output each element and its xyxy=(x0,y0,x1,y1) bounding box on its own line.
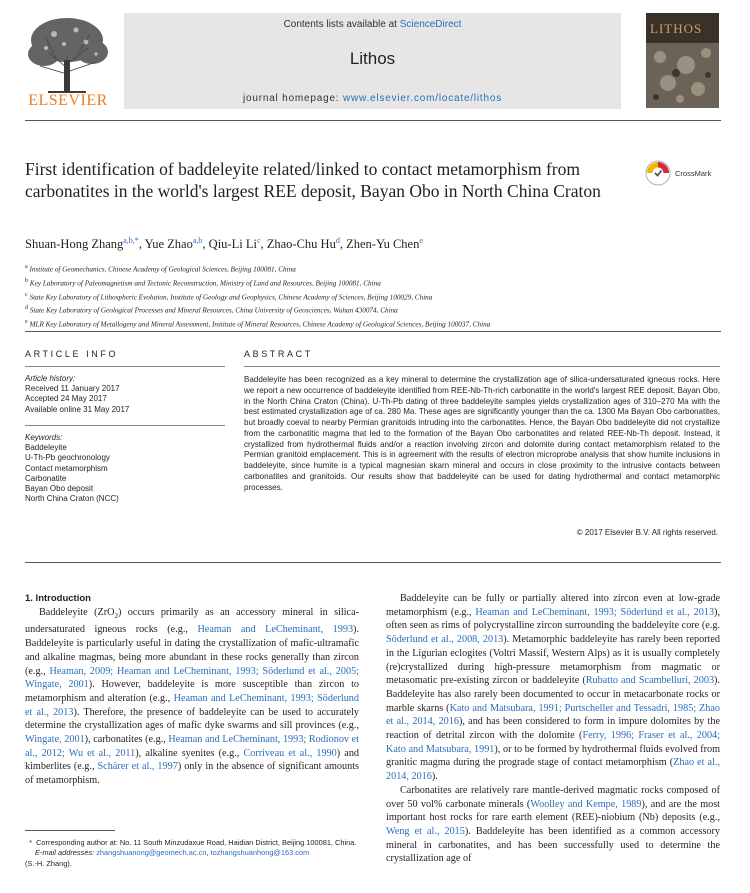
abstract-divider xyxy=(244,366,720,367)
chemical-subscript: 2 xyxy=(114,611,118,620)
cover-title: LITHOS xyxy=(650,21,703,36)
abstract-heading: ABSTRACT xyxy=(244,349,313,359)
author-affiliation-marker[interactable]: e xyxy=(419,236,423,245)
author-affiliation-marker[interactable]: a,b,* xyxy=(123,236,139,245)
affiliation-key: b xyxy=(25,277,28,284)
journal-name: Lithos xyxy=(349,49,396,68)
keyword-item: Contact metamorphism xyxy=(25,463,108,473)
author-name[interactable]: Zhao-Chu Hu xyxy=(266,237,336,252)
citation-link[interactable]: Söderlund et al., 2008, 2013 xyxy=(386,634,504,646)
journal-homepage-link[interactable]: www.elsevier.com/locate/lithos xyxy=(342,93,503,104)
author-name[interactable]: Zhen-Yu Chen xyxy=(346,237,420,252)
citation-link[interactable]: Woolley and Kempe, 1989 xyxy=(530,798,642,810)
accepted-date: Accepted 24 May 2017 xyxy=(25,394,107,404)
citation-link[interactable]: Weng et al., 2015 xyxy=(386,825,465,837)
citation-link[interactable]: Heaman, 2009; Heaman and LeCheminant, 1993; Söderlund et al., 2005; Wingate, 2001 xyxy=(25,665,359,691)
keyword-item: U-Th-Pb geochronology xyxy=(25,453,110,463)
affiliation-text: Institute of Geomechanics, Chinese Academy of Geological Sciences, Beijing 100081, China xyxy=(27,265,296,274)
author-name[interactable]: Qiu-Li Li xyxy=(208,237,257,252)
citation-link[interactable]: Corriveau et al., 1990 xyxy=(243,747,337,759)
footnote-divider xyxy=(25,830,115,831)
citation-link[interactable]: Heaman and LeCheminant, 1993; Rodionov et al., 2012; Wu et al., 2011 xyxy=(25,734,359,759)
author-initials: (S.-H. Zhang). xyxy=(25,858,72,868)
affiliation-text: MLR Key Laboratory of Metallogeny and Mineral Assessment, Institute of Mineral Resources, Chinese Academy of Geological Sciences, Beijing 100037, China xyxy=(27,320,491,329)
affiliation-key: c xyxy=(25,291,28,298)
citation-link[interactable]: Heaman and LeCheminant, 1993; Söderlund et al., 2013 xyxy=(25,692,359,718)
citation-link[interactable]: Heaman and LeCheminant, 1993 xyxy=(197,624,354,636)
body-column-left xyxy=(25,592,359,788)
received-date: Received 11 January 2017 xyxy=(25,384,120,394)
publisher-logo[interactable] xyxy=(18,8,116,112)
author-affiliation-marker[interactable]: a,b xyxy=(192,236,203,245)
header-divider xyxy=(25,120,721,121)
article-title: First identification of baddeleyite related/linked to contact metamorphism from carbonatites in the world's largest REE deposit, Bayan Obo in North China Craton xyxy=(25,159,601,201)
corresponding-author-footnote: * Corresponding author at: No. 11 South Minzudaxue Road, Haidian District, Beijing 100081, China. E-mail addresses: zhangshuanong@geomech.ac.cn, tozhangshuanhong@163.com (S.-H. Zhang). xyxy=(25,838,359,869)
abstract-bottom-divider xyxy=(25,562,721,563)
affiliation-item xyxy=(25,303,725,317)
journal-header-band xyxy=(124,13,621,109)
body-paragraph: Baddeleyite (ZrO$_2$) occurs primarily as an accessory mineral in silica-undersaturated igneous rocks (e.g., Heaman and LeCheminant, 1993). Baddeleyite is particularly useful in dating the crystallization of mafic-ultramafic and alkaline magmas, being more abundant in these rocks generally than zircon (e.g., Heaman, 2009; Heaman and LeCheminant, 1993; Söderlund et al., 2005; Wingate, 2001). However, baddeleyite is more susceptible than zircon to metamorphism and alteration (e.g., Heaman and LeCheminant, 1993; Söderlund et al., 2013). Therefore, the presence of baddeleyite can be used to accurately determine the crystallization ages of mafic dyke swarms and sill provinces (e.g., Wingate, 2001), carbonatites (e.g., Heaman and LeCheminant, 1993; Rodionov et al., 2012; Wu et al., 2011), alkaline syenites (e.g., Corriveau et al., 1990) and kimberlites (e.g., Schärer et al., 1997) only in the absence of significant amounts of metamorphism. xyxy=(25,606,360,787)
citation-link[interactable]: Schärer et al., 1997 xyxy=(97,761,178,773)
author-name[interactable]: Yue Zhao xyxy=(144,237,193,252)
citation-link[interactable]: Zhao et al., 2014, 2016 xyxy=(386,757,721,783)
keyword-item: North China Craton (NCC) xyxy=(25,494,119,504)
keyword-item: Baddeleyite xyxy=(25,443,67,453)
footnote-marker: * xyxy=(25,838,37,847)
body-paragraph: Carbonatites are relatively rare mantle-derived magmatic rocks composed of over 50 vol% carbonate minerals (Woolley and Kempe, 1989), and are the most important host rocks for rare earth element (REE)-niobium (Nb) deposits (e.g., Weng et al., 2015). Baddeleyite has been identified as a common accessory mineral in carbonatites, and has been successfully used to determine the crystallization age of xyxy=(386,784,721,865)
keyword-item: Carbonatite xyxy=(25,473,67,483)
article-info-heading: ARTICLE INFO xyxy=(25,349,119,359)
keyword-item: Bayan Obo deposit xyxy=(25,484,94,494)
journal-cover-thumbnail[interactable] xyxy=(646,13,719,108)
affiliation-key: a xyxy=(25,264,28,270)
affiliation-text: Key Laboratory of Paleomagnetism and Tectonic Reconstruction, Ministry of Land and Resources, Beijing 100081, China xyxy=(28,279,381,288)
keywords-divider xyxy=(25,425,225,426)
body-column-right xyxy=(386,592,720,866)
affiliation-key: d xyxy=(25,305,28,312)
citation-link[interactable]: Wingate, 2001 xyxy=(25,734,85,746)
affiliation-item xyxy=(25,276,725,290)
homepage-prefix: journal homepage: xyxy=(242,93,343,104)
body-paragraph: Baddeleyite can be fully or partially altered into zircon even at low-grade metamorphism (e.g., Heaman and LeCheminant, 1993; Söderlund et al., 2013), often seen as rims of polycrystalline zircon surrounding the baddeleyite core (e.g. Söderlund et al., 2008, 2013). Metamorphic baddeleyite has rarely been reported in the Ligurian eclogites (Voltri Massif, Western Alps) as it is usually completely (re)crystallized during high-pressure metamorphism from magmatic or metasomatic pre-existing zircon or baddeleyite (Rubatto and Scambelluri, 2003). Baddeleyite has also rarely been documented to occur in metacarbonate rocks or marble skarns (Kato and Matsubara, 1991; Purtscheller and Tessadri, 1985; Zhao et al., 2014, 2016), and has been considered to form in impure dolomites by the reaction of detrital zircon with the dolomite (Ferry, 1996; Fraser et al., 2004; Kato and Matsubara, 1991), or to be formed by hydrothermal fluids evolved from granitic magma during the prograde stage of contact metamorphism (Zhao et al., 2014, 2016). xyxy=(386,593,721,783)
crossmark-badge[interactable] xyxy=(645,160,725,186)
affiliation-list xyxy=(25,262,725,331)
author-affiliation-marker[interactable]: d xyxy=(335,236,340,245)
online-date: Available online 31 May 2017 xyxy=(25,404,130,414)
history-label: Article history: xyxy=(25,374,76,383)
affiliation-item xyxy=(25,290,725,304)
affiliation-text: State Key Laboratory of Lithospheric Evolution, Institute of Geology and Geophysics, Chinese Academy of Sciences, Beijing 100029, China xyxy=(27,292,433,301)
citation-link[interactable]: Ferry, 1996; Fraser et al., 2004; Kato and Matsubara, 1991 xyxy=(386,730,720,755)
keywords-label: Keywords: xyxy=(25,433,63,442)
article-info-divider xyxy=(25,366,225,367)
email-link-1[interactable]: zhangshuanong@geomech.ac.cn xyxy=(96,848,207,858)
contents-line xyxy=(124,19,621,30)
sciencedirect-link[interactable]: ScienceDirect xyxy=(399,19,462,30)
affiliation-item xyxy=(25,317,725,331)
section-heading-introduction: 1. Introduction xyxy=(25,593,91,604)
affiliation-item xyxy=(25,262,725,276)
copyright-notice: © 2017 Elsevier B.V. All rights reserved. xyxy=(576,528,718,537)
keywords-block xyxy=(25,433,225,504)
abstract-text: Baddeleyite has been recognized as a key mineral to determine the crystallization age of silica-undersaturated igneous rocks. Here we report a new occurrence of baddeleyite identified from REE-Nb-Th-rich carbonatite in the world's largest REE deposit, Bayan Obo, in the North China Craton (China). U-Th-Pb dating of three baddeleyite samples yields crystallization ages of 310–270 Ma with the best estimated crystallization age of ca. 280 Ma. These ages are significantly younger than the ca. 1300 Ma Bayan Obo carbonatites, but broadly coeval to nearby Permian granitoids intruding into the carbonatites. Hence, the Bayan Obo baddeleyite did not crystallize from the carbonatitic magma that led to the formation of the Bayan Obo carbonatites and related REE-Nb-Th deposit. Instead, it crystallized from hydrothermal fluids and/or a reaction involving zircon and dolomite during contact metamorphism related to the Permian granitoid emplacement. This is in agreement with the results of electron microprobe analysis that show humite inclusions in baddeleyite, since humite is a typical magnesian skarn mineral and occurs in close proximity to the intrusive contacts between carbonatites and granitoids. Our results show that baddeleyite can be used for dating hydrothermal and contact metamorphic processes. xyxy=(244,375,720,492)
title-divider xyxy=(25,331,721,332)
corresponding-address: Corresponding author at: No. 11 South Minzudaxue Road, Haidian District, Beijing 100081, China. xyxy=(36,838,357,847)
homepage-line xyxy=(124,93,621,104)
affiliation-text: State Key Laboratory of Geological Processes and Mineral Resources, China University of Geosciences, Wuhan 430074, China xyxy=(28,306,398,315)
email-label: E-mail addresses: xyxy=(35,848,97,858)
crossmark-icon xyxy=(645,160,671,186)
email-link-2[interactable]: tozhangshuanhong@163.com xyxy=(210,848,310,858)
article-history xyxy=(25,374,225,415)
citation-link[interactable]: Kato and Matsubara, 1991; Purtscheller and Tessadri, 1985; Zhao et al., 2014, 2016 xyxy=(386,702,720,728)
author-affiliation-marker[interactable]: c xyxy=(256,236,261,245)
keywords-list xyxy=(25,443,225,504)
citation-link[interactable]: Heaman and LeCheminant, 1993; Söderlund et al., 2013 xyxy=(475,606,715,618)
contents-prefix: Contents lists available at xyxy=(283,19,400,30)
crossmark-label: CrossMark xyxy=(675,169,712,178)
affiliation-key: e xyxy=(25,319,28,326)
author-name[interactable]: Shuan-Hong Zhang xyxy=(25,237,124,252)
citation-link[interactable]: Rubatto and Scambelluri, 2003 xyxy=(585,675,715,687)
publisher-name: ELSEVIER xyxy=(28,92,108,109)
author-list: Shuan-Hong Zhang$^{a,b,*}$, Yue Zhao$^{a,b}$, Qiu-Li Li$^c$, Zhao-Chu Hu$^d$, Zhen-Yu Chen$^e$ xyxy=(25,236,423,252)
